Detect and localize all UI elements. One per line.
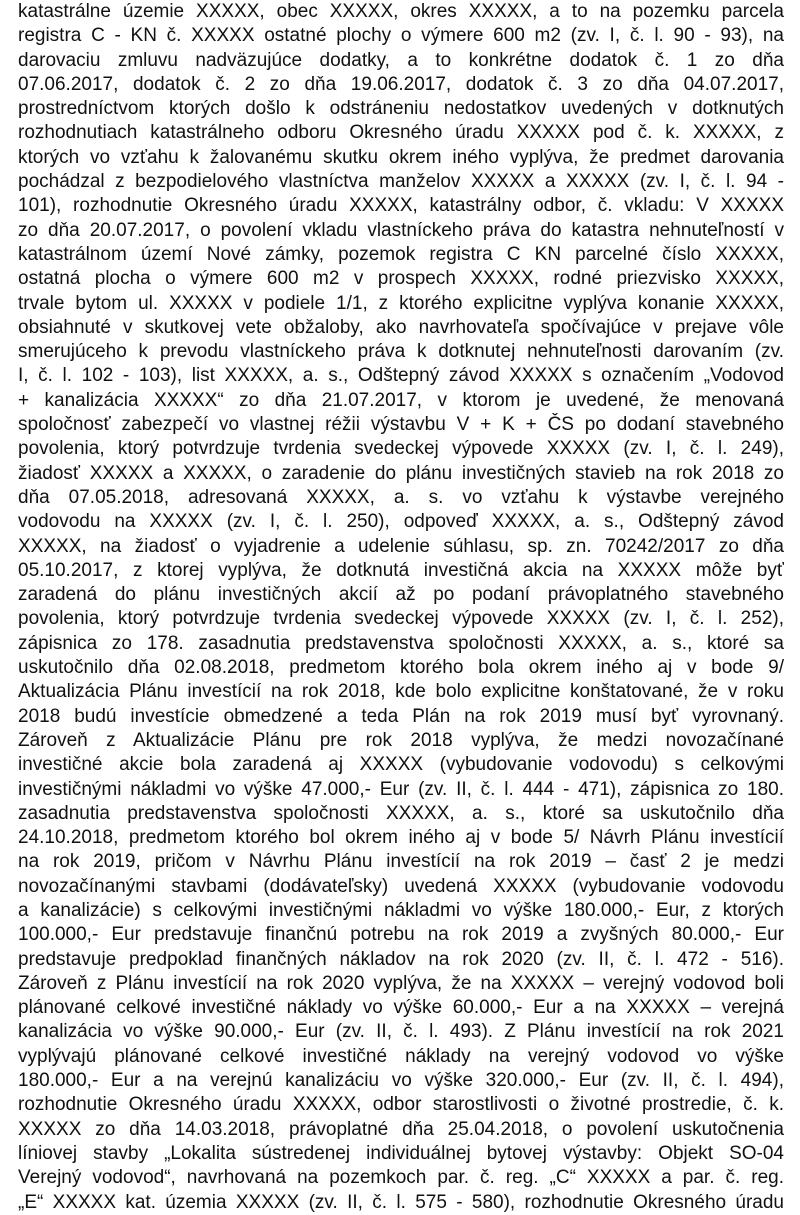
text-line: 100.000,- Eur predstavuje finančnú potrebu na rok 2019 a zvyšných 80.000,- Eur [18, 924, 784, 946]
text-line: ostatná plocha o výmere 600 m2 v prospech XXXXX, rodné priezvisko XXXXX, [18, 268, 784, 290]
text-line: Zároveň z Plánu investícií na rok 2020 vyplýva, že na XXXXX – verejný vodovod boli [18, 972, 784, 994]
text-line: XXXXX, na žiadosť o vyjadrenie a udelenie súhlasu, sp. zn. 70242/2017 zo dňa [18, 535, 784, 557]
text-line: predstavuje predpoklad finančných nákladov na rok 2020 (zv. II, č. l. 472 - 516). [18, 948, 784, 970]
text-line: darovaciu zmluvu nadväzujúce dodatky, a to konkrétne dodatok č. 1 zo dňa [18, 49, 784, 71]
text-line: zaradená do plánu investičných akcií až po podaní právoplatného stavebného [18, 584, 784, 606]
text-line: povolenia, ktorý potvrdzuje tvrdenia svedeckej výpovede XXXXX (zv. I, č. l. 249), [18, 438, 784, 460]
text-line: zasadnutia predstavenstva spoločnosti XXXXX, a. s., ktoré sa uskutočnilo dňa [18, 802, 784, 824]
text-line: investičnými nákladmi vo výške 47.000,- Eur (zv. II, č. l. 444 - 471), zápisnica zo 180. [18, 778, 784, 800]
text-line: vodovodu na XXXXX (zv. I, č. l. 250), odpoveď XXXXX, a. s., Odštepný závod [18, 511, 784, 533]
text-line: Aktualizácia Plánu investícií na rok 2018, kde bolo explicitne konštatované, že v roku [18, 681, 784, 703]
text-line: spoločnosť zabezpečí vo vlastnej réžii výstavbu V + K + ČS po dodaní stavebného [18, 414, 784, 436]
text-line: novozačínanými stavbami (dodávateľsky) uvedená XXXXX (vybudovanie vodovodu [18, 875, 784, 897]
text-line: povolenia, ktorý potvrdzuje tvrdenia svedeckej výpovede XXXXX (zv. I, č. l. 252), [18, 608, 784, 630]
text-line: zo dňa 20.07.2017, o povolení vkladu vlastníckeho práva do katastra nehnuteľností v [18, 219, 784, 241]
text-line: 101), rozhodnutie Okresného úradu XXXXX, katastrálny odbor, č. vkladu: V XXXXX [18, 195, 784, 217]
text-line: žiadosť XXXXX a XXXXX, o zaradenie do plánu investičných stavieb na rok 2018 zo [18, 462, 784, 484]
text-line: obsiahnuté v skutkovej vete obžaloby, ako navrhovateľa spočívajúce v prejave vôle [18, 316, 784, 338]
document-page [18, 0, 784, 1215]
text-line: „E“ XXXXX kat. územia XXXXX (zv. II, č. l. 575 - 580), rozhodnutie Okresného úradu [18, 1191, 784, 1213]
text-line: ktorých vo vzťahu k žalovanému skutku okrem iného vyplýva, že predmet darovania [18, 146, 784, 168]
text-line: kanalizácia vo výške 90.000,- Eur (zv. II, č. l. 493). Z Plánu investícií na rok 2021 [18, 1021, 784, 1043]
text-line: uskutočnilo dňa 02.08.2018, predmetom ktorého bola okrem iného aj v bode 9/ [18, 657, 784, 679]
text-line: rozhodnutiach katastrálneho odboru Okresného úradu XXXXX pod č. k. XXXXX, z [18, 122, 784, 144]
text-line: Zároveň z Aktualizácie Plánu pre rok 2018 vyplýva, že medzi novozačínané [18, 729, 784, 751]
text-line: + kanalizácia XXXXX“ zo dňa 21.07.2017, v ktorom je uvedené, že menovaná [18, 389, 784, 411]
text-line: vyplývajú plánované celkové investičné náklady na verejný vodovod vo výške [18, 1045, 784, 1067]
text-line: smerujúceho k prevodu vlastníckeho práva k dotknutej nehnuteľnosti darovaním (zv. [18, 341, 784, 363]
text-line: pochádzal z bezpodielového vlastníctva manželov XXXXX a XXXXX (zv. I, č. l. 94 - [18, 171, 784, 193]
text-line: prostredníctvom ktorých došlo k odstráneniu nedostatkov uvedených v dotknutých [18, 98, 784, 120]
text-line: XXXXX zo dňa 14.03.2018, právoplatné dňa 25.04.2018, o povolení uskutočnenia [18, 1118, 784, 1140]
text-line: dňa 07.05.2018, adresovaná XXXXX, a. s. vo vzťahu k výstavbe verejného [18, 486, 784, 508]
text-line: trvale bytom ul. XXXXX v podiele 1/1, z ktorého explicitne vyplýva konanie XXXXX, [18, 292, 784, 314]
text-line: katastrálne územie XXXXX, obec XXXXX, okres XXXXX, a to na pozemku parcela [18, 1, 784, 22]
text-line: rozhodnutie Okresného úradu XXXXX, odbor starostlivosti o životné prostredie, č. k. [18, 1094, 784, 1116]
text-line: katastrálnom území Nové zámky, pozemok registra C KN parcelné číslo XXXXX, [18, 243, 784, 265]
text-line: registra C - KN č. XXXXX ostatné plochy o výmere 600 m2 (zv. I, č. l. 90 - 93), na [18, 25, 784, 47]
text-line: 2018 budú investície obmedzené a teda Plán na rok 2019 musí byť vyrovnaný. [18, 705, 784, 727]
text-line: plánované celkové investičné náklady vo výške 60.000,- Eur a na XXXXX – verejná [18, 997, 784, 1019]
text-line: 07.06.2017, dodatok č. 2 zo dňa 19.06.2017, dodatok č. 3 zo dňa 04.07.2017, [18, 73, 784, 95]
text-line: Verejný vodovod“, navrhovaná na pozemkoch par. č. reg. „C“ XXXXX a par. č. reg. [18, 1167, 784, 1189]
text-line: a kanalizácie) s celkovými investičnými nákladmi vo výške 180.000,- Eur, z ktorých [18, 899, 784, 921]
text-line: I, č. l. 102 - 103), list XXXXX, a. s., Odštepný závod XXXXX s označením „Vodovod [18, 365, 784, 387]
text-line: 24.10.2018, predmetom ktorého bol okrem iného aj v bode 5/ Návrh Plánu investícií [18, 827, 784, 849]
text-line: 180.000,- Eur a na verejnú kanalizáciu vo výške 320.000,- Eur (zv. II, č. l. 494), [18, 1070, 784, 1092]
text-line: investičné akcie bola zaradená aj XXXXX (vybudovanie vodovodu) s celkovými [18, 754, 784, 776]
text-line: 05.10.2017, z ktorej vyplýva, že dotknutá investičná akcia na XXXXX môže byť [18, 559, 784, 581]
text-line: zápisnica zo 178. zasadnutia predstavenstva spoločnosti XXXXX, a. s., ktoré sa [18, 632, 784, 654]
text-line: líniovej stavby „Lokalita sústredenej individuálnej bytovej výstavby: Objekt SO-04 [18, 1142, 784, 1164]
text-line: na rok 2019, pričom v Návrhu Plánu investícií na rok 2019 – časť 2 je medzi [18, 851, 784, 873]
